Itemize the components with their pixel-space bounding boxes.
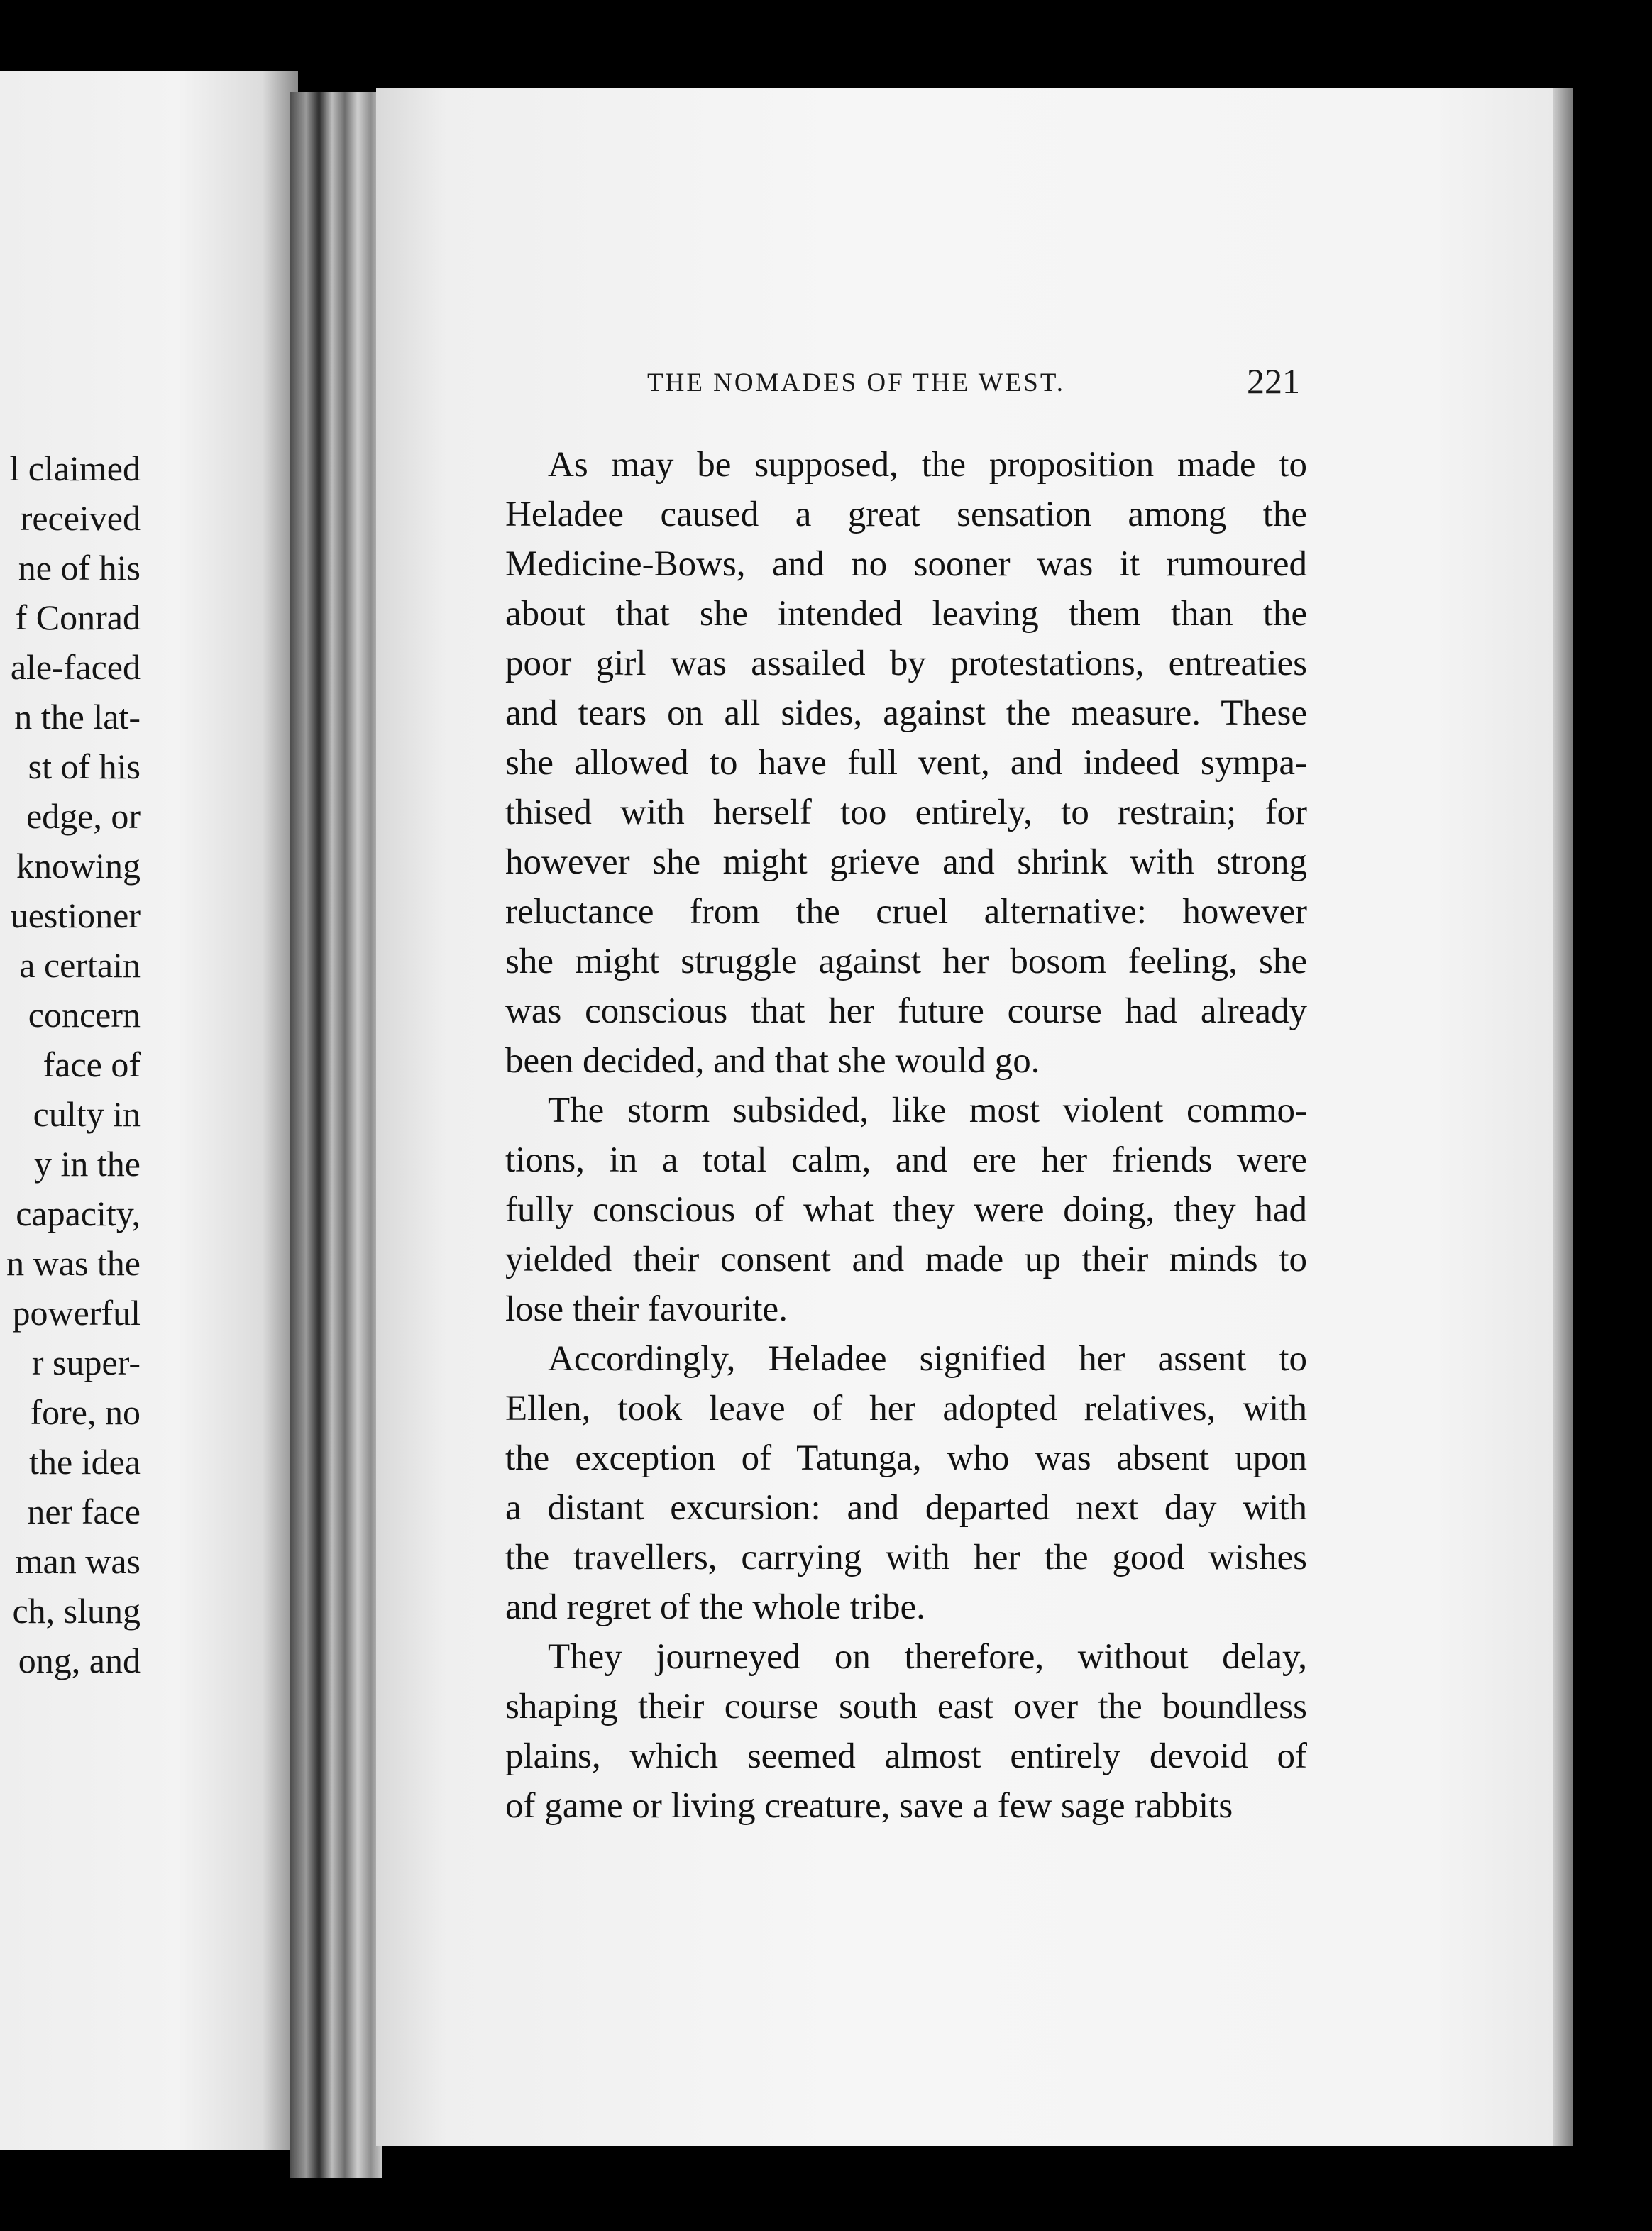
left-line-fragment: ong, and [18, 1641, 141, 1680]
left-line-fragment: edge, or [26, 796, 141, 836]
left-page [0, 71, 298, 2150]
left-line-fragment: f Conrad [15, 597, 141, 637]
book-gutter [290, 92, 382, 2178]
left-line-fragment: a certain [19, 945, 141, 985]
text-line: fully conscious of what they were doing, they had [505, 1190, 1307, 1230]
text-line: about that she intended leaving them than the [505, 594, 1307, 634]
text-line: she might struggle against her bosom feeling, she [505, 942, 1307, 981]
text-line: she allowed to have full vent, and indeed sympa- [505, 743, 1307, 783]
left-line-fragment: l claimed [9, 448, 141, 488]
text-line: was conscious that her future course had already [505, 991, 1307, 1031]
text-line: Medicine-Bows, and no sooner was it rumoured [505, 544, 1307, 584]
text-line: tions, in a total calm, and ere her friends were [505, 1140, 1307, 1180]
left-line-fragment: capacity, [16, 1194, 141, 1233]
text-line: They journeyed on therefore, without delay, [548, 1637, 1307, 1677]
left-line-fragment: man was [15, 1541, 141, 1581]
text-line: and tears on all sides, against the measure. These [505, 693, 1307, 733]
left-line-fragment: knowing [16, 846, 141, 886]
text-line: the exception of Tatunga, who was absent upon [505, 1438, 1307, 1478]
text-line: Heladee caused a great sensation among the [505, 495, 1307, 534]
paragraph [505, 1334, 1307, 1632]
left-line-fragment: n the lat- [14, 697, 141, 737]
left-line-fragment: fore, no [30, 1392, 141, 1432]
text-line: thised with herself too entirely, to restrain; for [505, 793, 1307, 832]
left-line-fragment: concern [28, 995, 141, 1035]
text-line: shaping their course south east over the boundless [505, 1687, 1307, 1726]
text-line: As may be supposed, the proposition made to [548, 445, 1307, 485]
left-line-fragment: received [20, 498, 141, 538]
left-line-fragment: ch, slung [12, 1591, 141, 1631]
text-line: poor girl was assailed by protestations, entreaties [505, 644, 1307, 683]
left-line-fragment: ale-faced [10, 647, 141, 687]
page-number: 221 [1247, 361, 1300, 401]
text-line: lose their favourite. [505, 1289, 788, 1329]
text-line: the travellers, carrying with her the good wishes [505, 1538, 1307, 1577]
text-line: yielded their consent and made up their minds to [505, 1240, 1307, 1279]
text-line: a distant excursion: and departed next day with [505, 1488, 1307, 1528]
paragraph [505, 440, 1307, 1086]
left-line-fragment: st of his [28, 747, 141, 786]
body-text [505, 440, 1307, 1831]
left-line-fragment: face of [43, 1045, 141, 1084]
text-line: of game or living creature, save a few sage rabbits [505, 1786, 1233, 1826]
running-head-title: THE NOMADES OF THE WEST. [647, 368, 1065, 397]
left-line-fragment: culty in [33, 1094, 141, 1134]
text-line: reluctance from the cruel alternative: however [505, 892, 1307, 932]
left-line-fragment: ne of his [18, 548, 141, 588]
text-line: plains, which seemed almost entirely devoid of [505, 1736, 1307, 1776]
left-line-fragment: the idea [29, 1442, 141, 1482]
left-line-fragment: y in the [34, 1144, 141, 1184]
text-line: Ellen, took leave of her adopted relatives, with [505, 1389, 1307, 1428]
paragraph [505, 1086, 1307, 1334]
left-line-fragment: ner face [27, 1492, 141, 1531]
text-line: been decided, and that she would go. [505, 1041, 1040, 1081]
text-line: The storm subsided, like most violent commo- [548, 1091, 1307, 1130]
text-line: and regret of the whole tribe. [505, 1587, 925, 1627]
left-line-fragment: r super- [31, 1343, 141, 1382]
left-page-text [6, 444, 141, 1685]
left-line-fragment: n was the [6, 1243, 141, 1283]
running-head [647, 360, 1300, 410]
paragraph [505, 1632, 1307, 1831]
left-line-fragment: powerful [12, 1293, 141, 1333]
text-line: however she might grieve and shrink with strong [505, 842, 1307, 882]
text-line: Accordingly, Heladee signified her assent to [548, 1339, 1307, 1379]
left-line-fragment: uestioner [10, 896, 141, 935]
page-edge [1553, 88, 1573, 2146]
